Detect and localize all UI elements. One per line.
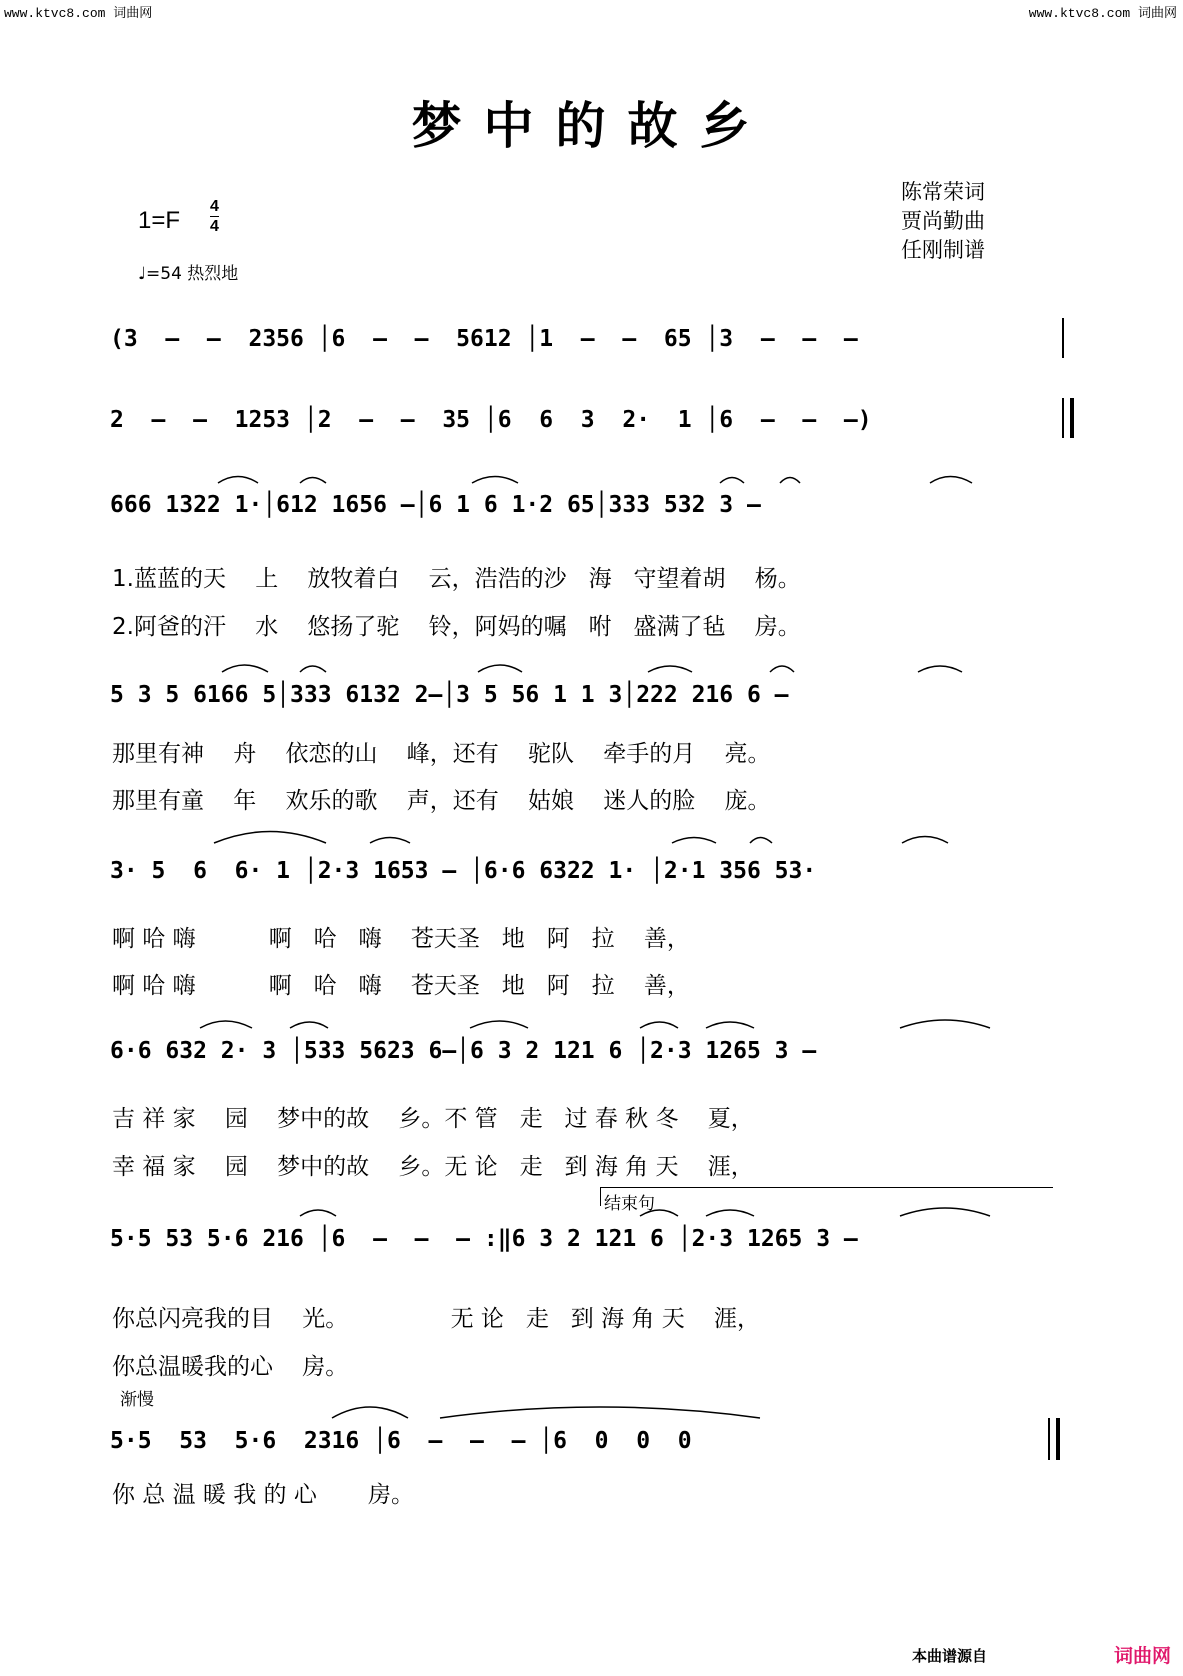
watermark-right: www.ktvc8.com 词曲网	[1028, 6, 1177, 21]
lyric-v1-line5: 你总闪亮我的目 光。 无 论 走 到 海 角 天 涯，	[112, 1306, 760, 1332]
staff-line-7: 5·5 53 5·6 216 │6 – – – :‖6 3 2 121 6 │2·3 1265 3 –	[110, 1226, 858, 1252]
page-title: 梦中的故乡	[411, 96, 772, 155]
lyric-v1-line3: 啊 哈 嗨 啊 哈 嗨 苍天圣 地 阿 拉 善，	[112, 926, 690, 952]
slow-marking: 渐慢	[120, 1390, 154, 1410]
lyric-v2-line4: 幸 福 家 园 梦中的故 乡。无 论 走 到 海 角 天 涯，	[112, 1154, 754, 1180]
lyric-v1-line1: 1.蓝蓝的天 上 放牧着白 云，浩浩的沙 海 守望着胡 杨。	[112, 566, 801, 592]
key-signature: 1=F	[138, 207, 181, 234]
lyric-v2-line2: 那里有童 年 欢乐的歌 声，还有 姑娘 迷人的脸 庞。	[112, 788, 771, 814]
tempo-marking: ♩=54 热烈地	[138, 264, 239, 284]
notation-author: 任刚制谱	[901, 238, 985, 262]
site-logo[interactable]: 词曲网	[1113, 1645, 1171, 1667]
watermark-left: www.ktvc8.com 词曲网	[4, 6, 153, 21]
staff-line-4: 5 3 5 6166 5│333 6132 2–│3 5 56 1 1 3│222 216 6 –	[110, 682, 789, 708]
staff-line-5: 3· 5 6 6· 1 │2·3 1653 – │6·6 6322 1· │2·1 356 53·	[110, 858, 817, 884]
lyric-final: 你 总 温 暖 我 的 心 房。	[112, 1482, 415, 1508]
ending-label: 结束句	[604, 1194, 655, 1214]
lyric-v1-line4: 吉 祥 家 园 梦中的故 乡。不 管 走 过 春 秋 冬 夏，	[112, 1106, 754, 1132]
lyric-v2-line1: 2.阿爸的汗 水 悠扬了驼 铃，阿妈的嘱 咐 盛满了毡 房。	[112, 614, 801, 640]
lyricist: 陈常荣词	[901, 180, 985, 204]
time-bottom: 4	[210, 218, 219, 235]
lyric-v2-line3: 啊 哈 嗨 啊 哈 嗨 苍天圣 地 阿 拉 善，	[112, 973, 690, 999]
staff-line-6: 6·6 632 2· 3 │533 5623 6–│6 3 2 121 6 │2·3 1265 3 –	[110, 1038, 817, 1064]
lyric-v1-line2: 那里有神 舟 依恋的山 峰，还有 驼队 牵手的月 亮。	[112, 741, 771, 767]
staff-line-3: 666 1322 1·│612 1656 –│6 1 6 1·2 65│333 532 3 –	[110, 492, 761, 518]
staff-line-1: (3 – – 2356 │6 – – 5612 │1 – – 65 │3 – – –	[110, 326, 858, 352]
staff-line-8: 5·5 53 5·6 2316 │6 – – – │6 0 0 0	[110, 1428, 692, 1454]
time-top: 4	[210, 198, 219, 215]
lyric-v2-line5: 你总温暖我的心 房。	[112, 1354, 349, 1380]
staff-line-2: 2 – – 1253 │2 – – 35 │6 6 3 2· 1 │6 – – –)	[110, 407, 872, 433]
composer: 贾尚勤曲	[901, 209, 985, 233]
source-label: 本曲谱源自	[911, 1647, 987, 1665]
